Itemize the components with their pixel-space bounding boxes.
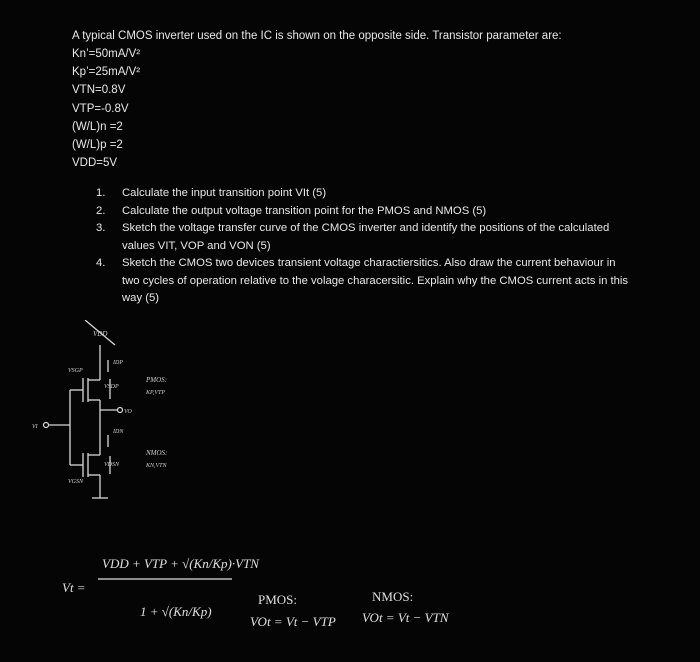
label-vdsn: VDSN bbox=[104, 462, 119, 468]
label-vi: VI bbox=[32, 424, 38, 430]
nmos-equation: VOt = Vt − VTN bbox=[362, 610, 449, 625]
param-vtp: VTP=-0.8V bbox=[72, 102, 129, 115]
param-kp: Kp’=25mA/V² bbox=[72, 66, 141, 79]
param-wl-n: (W/L)n =2 bbox=[72, 120, 123, 133]
cmos-inverter-schematic bbox=[0, 320, 260, 510]
intro-text: A typical CMOS inverter used on the IC is shown on the opposite side. Transistor parameter are: bbox=[72, 30, 562, 42]
label-idp: IDP bbox=[113, 360, 123, 366]
transition-formula bbox=[0, 520, 700, 662]
input-terminal bbox=[44, 423, 49, 428]
label-pmos-params: KP,VTP bbox=[146, 390, 166, 396]
task-item bbox=[96, 220, 636, 255]
task-number: 4. bbox=[96, 257, 106, 269]
task-number: 1. bbox=[96, 187, 106, 199]
param-kn: Kn’=50mA/V² bbox=[72, 48, 141, 60]
label-vgsn: VGSN bbox=[68, 479, 83, 485]
task-text: Sketch the voltage transfer curve of the CMOS inverter and identify the positions of the calculated values VIT, VOP and VON (5) bbox=[122, 222, 610, 252]
parameter-list bbox=[72, 45, 140, 172]
task-item bbox=[96, 185, 636, 203]
label-vo: VO bbox=[124, 409, 132, 415]
circuit-wires bbox=[48, 320, 118, 498]
task-item bbox=[96, 203, 636, 221]
pmos-label: PMOS: bbox=[258, 592, 298, 607]
label-pmos: PMOS: bbox=[146, 376, 167, 384]
label-idn: IDN bbox=[113, 429, 124, 435]
output-terminal bbox=[118, 408, 123, 413]
formula-lhs: Vt = bbox=[62, 580, 86, 595]
nmos-label: NMOS: bbox=[372, 589, 414, 604]
task-list bbox=[96, 185, 636, 308]
param-vdd: VDD=5V bbox=[72, 157, 118, 170]
label-nmos: NMOS: bbox=[146, 449, 168, 457]
task-text: Calculate the input transition point VIt (5) bbox=[122, 187, 327, 199]
task-text: Calculate the output voltage transition point for the PMOS and NMOS (5) bbox=[122, 204, 487, 217]
task-text: Sketch the CMOS two devices transient voltage charactiersitics. Also draw the current behaviour in two cycles of operation relative to the volage characersitic. Explain why the CMOS current acts in this way (5) bbox=[122, 257, 629, 304]
pmos-equation: VOt = Vt − VTP bbox=[250, 614, 336, 629]
task-item bbox=[96, 255, 636, 308]
label-vsdp: VSDP bbox=[104, 384, 119, 390]
label-vdd: VDD bbox=[93, 330, 108, 338]
param-vtn: VTN=0.8V bbox=[72, 84, 126, 97]
formula-numerator: VDD + VTP + √(Kn/Kp)·VTN bbox=[102, 556, 259, 571]
label-vsgp: VSGP bbox=[68, 368, 83, 374]
formula-denominator: 1 + √(Kn/Kp) bbox=[140, 604, 212, 619]
label-nmos-params: KN,VTN bbox=[146, 463, 167, 469]
task-number: 3. bbox=[96, 222, 106, 234]
param-wl-p: (W/L)p =2 bbox=[72, 139, 123, 152]
task-number: 2. bbox=[96, 204, 106, 217]
